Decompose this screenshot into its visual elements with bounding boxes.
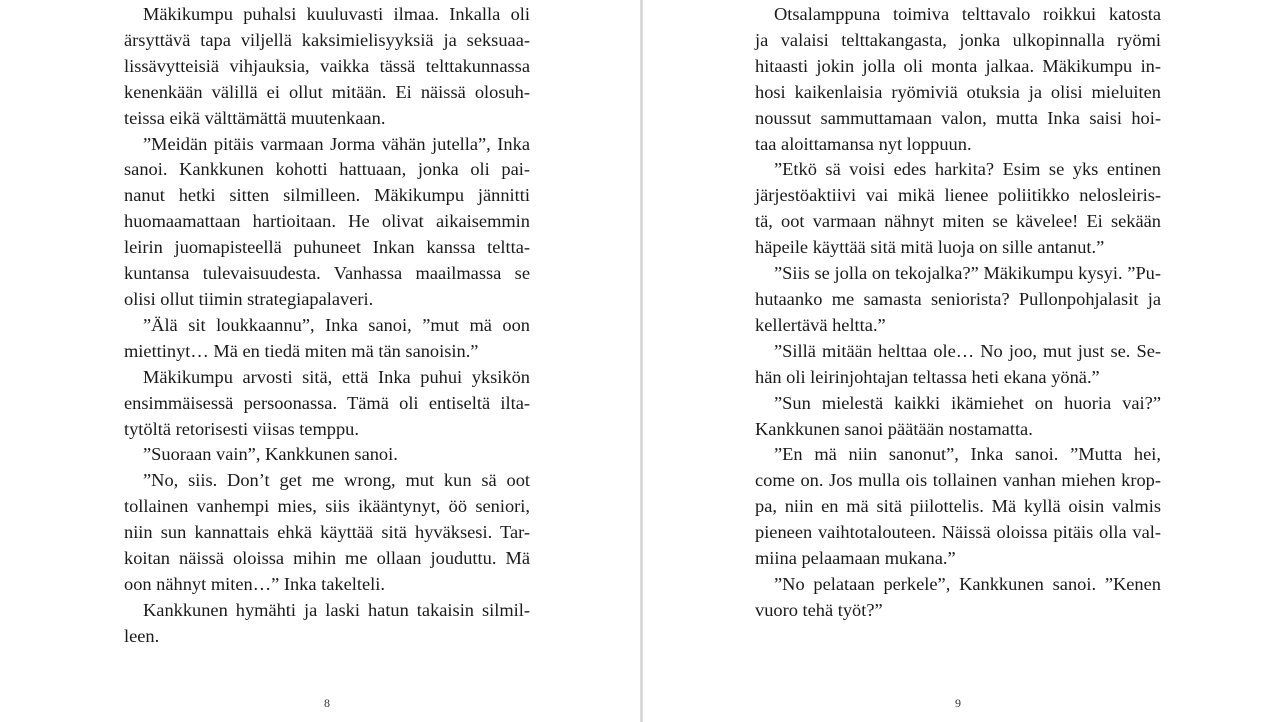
paragraph	[755, 157, 1161, 261]
right-page-number: 9	[955, 696, 961, 710]
left-page	[0, 0, 640, 722]
text-line: ”Älä sit loukkaannu”, Inka sanoi, ”mut mä oon	[143, 314, 530, 335]
right-page	[643, 0, 1285, 722]
text-line: koitan näissä oloissa mihin me ollaan jouduttu. Mä	[124, 548, 530, 569]
text-line: miina pelaamaan mukana.”	[755, 548, 956, 569]
text-line: nanut hetki sitten silmilleen. Mäkikumpu jännitti	[124, 185, 530, 206]
text-line: leirin juomapisteellä puhuneet Inkan kanssa teltta-	[124, 237, 530, 258]
text-line: niin sun kannattais ehkä käyttää sitä hyväksesi. Tar-	[124, 522, 530, 543]
text-line: ensimmäisessä persoonassa. Tämä oli entiseltä ilta-	[124, 392, 530, 413]
text-line: tollainen vanhempi mies, siis ikääntynyt, öö seniori,	[124, 496, 530, 517]
text-line: sanoi. Kankkunen kohotti hattuaan, jonka oli pai-	[124, 159, 530, 180]
paragraph	[755, 2, 1161, 157]
paragraph	[124, 442, 530, 468]
text-line: Kankkunen sanoi päätään nostamatta.	[755, 418, 1033, 439]
paragraph	[124, 2, 530, 132]
paragraph	[124, 598, 530, 650]
text-line: ”No, siis. Don’t get me wrong, mut kun sä oot	[143, 470, 530, 491]
text-line: hosi kaikenlaisia ryömiviä otuksia ja olisi mieluiten	[755, 81, 1161, 102]
text-line: ja valaisi telttakangasta, jonka ulkopinnalla ryömi	[755, 29, 1161, 50]
text-line: come on. Jos mulla ois tollainen vanhan miehen krop-	[755, 470, 1161, 491]
text-line: ”Meidän pitäis varmaan Jorma vähän jutella”, Inka	[143, 133, 530, 154]
text-line: tytöltä retorisesti viisas temppu.	[124, 418, 359, 439]
text-line: ärsyttävä tapa viljellä kaksimielisyyksiä ja seksuaa-	[124, 29, 530, 50]
text-line: kenenkään välillä ei ollut mitään. Ei näissä olosuh-	[124, 81, 530, 102]
text-line: ”Sillä mitään helttaa ole… No joo, mut just se. Se-	[774, 340, 1161, 361]
text-line: ”Sun mielestä kaikki ikämiehet on huoria vai?”	[774, 392, 1161, 413]
right-page-text	[755, 2, 1161, 624]
paragraph	[755, 261, 1161, 339]
text-line: tä, oot varmaan nähnyt miten se kävelee! Ei sekään	[755, 211, 1161, 232]
text-line: vuoro tehä työt?”	[755, 599, 883, 620]
text-line: taa aloittamansa nyt loppuun.	[755, 133, 972, 154]
text-line: oon nähnyt miten…” Inka takelteli.	[124, 573, 385, 594]
text-line: Otsalamppuna toimiva telttavalo roikkui katosta	[774, 4, 1161, 24]
text-line: ”Siis se jolla on tekojalka?” Mäkikumpu kysyi. ”Pu-	[774, 263, 1161, 284]
text-line: leen.	[124, 625, 160, 646]
paragraph	[755, 442, 1161, 572]
text-line: hän oli leirinjohtajan teltassa heti ekana yönä.”	[755, 366, 1100, 387]
text-line: noussut sammuttamaan valon, mutta Inka saisi hoi-	[755, 107, 1161, 128]
text-line: hutaanko me samasta seniorista? Pullonpohjalasit ja	[755, 288, 1161, 309]
text-line: olisi ollut tiimin strategiapalaveri.	[124, 288, 374, 309]
text-line: järjestöaktiivi vai mikä lienee poliitikko nelosleiris-	[755, 185, 1161, 206]
text-line: Mäkikumpu arvosti sitä, että Inka puhui yksikön	[143, 366, 530, 387]
paragraph	[124, 365, 530, 443]
text-line: ”En mä niin sanonut”, Inka sanoi. ”Mutta hei,	[774, 444, 1161, 465]
paragraph	[755, 391, 1161, 443]
text-line: ”No pelataan perkele”, Kankkunen sanoi. ”Kenen	[774, 573, 1161, 594]
text-line: lissävytteisiä vihjauksia, vaikka tässä telttakunnassa	[124, 55, 530, 76]
paragraph	[755, 339, 1161, 391]
text-line: teissa eikä välttämättä muutenkaan.	[124, 107, 386, 128]
text-line: hitaasti jokin jolla oli monta jalkaa. Mäkikumpu in-	[755, 55, 1161, 76]
text-line: kuntansa tulevaisuudesta. Vanhassa maailmassa se	[124, 263, 530, 284]
paragraph	[755, 572, 1161, 624]
text-line: kellertävä heltta.”	[755, 314, 886, 335]
paragraph	[124, 468, 530, 598]
paragraph	[124, 132, 530, 313]
text-line: ”Etkö sä voisi edes harkita? Esim se yks entinen	[774, 159, 1161, 180]
text-line: pa, niin en mä sitä piilottelis. Mä kyllä oisin valmis	[755, 496, 1161, 517]
text-line: pieneen vaihtotalouteen. Näissä oloissa pitäis olla val-	[755, 522, 1161, 543]
text-line: ”Suoraan vain”, Kankkunen sanoi.	[143, 444, 398, 465]
left-page-number: 8	[324, 696, 330, 710]
text-line: Mäkikumpu puhalsi kuuluvasti ilmaa. Inkalla oli	[143, 4, 530, 24]
text-line: Kankkunen hymähti ja laski hatun takaisin silmil-	[143, 599, 530, 620]
left-page-text	[124, 2, 530, 650]
text-line: häpeile käyttää sitä mitä luoja on sille antanut.”	[755, 237, 1105, 258]
paragraph	[124, 313, 530, 365]
text-line: huomaamattaan hartioitaan. He olivat aikaisemmin	[124, 211, 530, 232]
text-line: miettinyt… Mä en tiedä miten mä tän sanoisin.”	[124, 340, 479, 361]
